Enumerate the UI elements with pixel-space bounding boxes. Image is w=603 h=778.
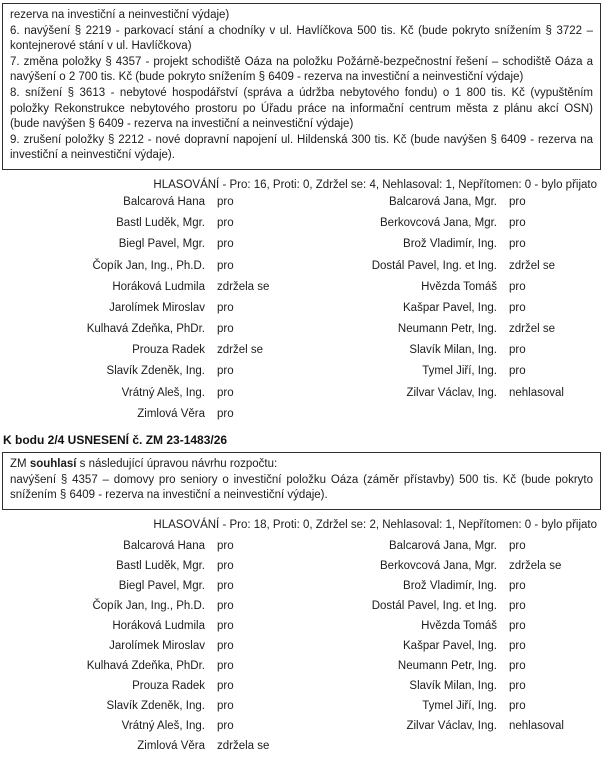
vote-value: pro [217, 539, 234, 552]
vote-table-2 [0, 540, 603, 760]
voter-name: Kašpar Pavel, Ing. [403, 639, 497, 652]
voter-name: Berkovcová Jana, Mgr. [380, 217, 497, 230]
voter-name: Zimlová Věra [137, 407, 205, 420]
resolution-box-1 [2, 3, 601, 170]
voter-name: Kašpar Pavel, Ing. [403, 301, 497, 314]
voter-name: Biegl Pavel, Mgr. [118, 238, 205, 251]
vote-value: pro [217, 386, 234, 399]
resolution-intro-verb: souhlasí [29, 458, 77, 470]
voter-name: Balcarová Hana [123, 195, 205, 208]
vote-value: pro [217, 719, 234, 732]
vote-value: pro [509, 659, 526, 672]
voter-name: Slavík Zdeněk, Ing. [106, 699, 205, 712]
vote-value: pro [509, 344, 526, 357]
voter-name: Zilvar Václav, Ing. [406, 386, 497, 399]
voter-name: Tymel Jiří, Ing. [422, 699, 497, 712]
resolution-paragraph: 8. snížení § 3613 - nebytové hospodářství (správa a údržba nebytového fondu) o 1 800 tis. Kč (vypuštěním položky Rekonstrukce nebytového prostoru po Úřadu práce na informační centrum města z plánu akcí OSN) (bude navýšen § 6409 - rezerva na investiční a neinvestiční výdaje) [10, 86, 593, 131]
voter-name: Dostál Pavel, Ing. et Ing. [371, 259, 497, 272]
vote-value: pro [217, 301, 234, 314]
vote-value: pro [217, 238, 234, 251]
resolution-paragraph: rezerva na investiční a neinvestiční výdaje) [10, 9, 230, 21]
voter-name: Bastl Luděk, Mgr. [116, 559, 205, 572]
vote-value: pro [509, 280, 526, 293]
vote-summary-1: HLASOVÁNÍ - Pro: 16, Proti: 0, Zdržel se: 4, Nehlasoval: 1, Nepřítomen: 0 - bylo přijato [153, 178, 597, 191]
voter-name: Jarolímek Miroslav [109, 639, 205, 652]
vote-value: pro [217, 619, 234, 632]
vote-value: pro [509, 579, 526, 592]
voter-name: Hvězda Tomáš [421, 280, 497, 293]
vote-value: pro [509, 619, 526, 632]
voter-name: Balcarová Jana, Mgr. [388, 195, 497, 208]
resolution-box-2 [2, 452, 601, 510]
vote-value: zdržel se [509, 323, 556, 336]
vote-value [497, 740, 603, 760]
voter-name [297, 740, 497, 760]
voter-name: Brož Vladimír, Ing. [403, 238, 497, 251]
vote-value: pro [217, 659, 234, 672]
voter-name: Horáková Ludmila [112, 280, 205, 293]
vote-value: zdržela se [217, 739, 270, 752]
vote-value: pro [509, 195, 526, 208]
voter-name: Zimlová Věra [137, 739, 205, 752]
resolution-paragraph: 9. zrušení položky § 2212 - nové dopravní napojení ul. Hildenská 300 tis. Kč (bude navýšen § 6409 - rezerva na investiční a neinvestiční výdaje). [10, 133, 593, 162]
vote-value: zdržela se [217, 280, 270, 293]
voter-name: Balcarová Jana, Mgr. [388, 539, 497, 552]
voter-name: Tymel Jiří, Ing. [422, 365, 497, 378]
resolution-intro-line [10, 457, 593, 473]
voter-name [297, 408, 497, 429]
voter-name: Slavík Milan, Ing. [409, 344, 497, 357]
vote-value: pro [509, 217, 526, 230]
vote-value: zdržel se [217, 344, 264, 357]
vote-value: zdržel se [509, 259, 556, 272]
voter-name: Prouza Radek [132, 679, 205, 692]
vote-value: nehlasoval [509, 719, 564, 732]
voter-name: Jarolímek Miroslav [109, 301, 205, 314]
voter-name: Brož Vladimír, Ing. [403, 579, 497, 592]
vote-value: pro [217, 599, 234, 612]
vote-value: pro [217, 323, 234, 336]
vote-value: pro [217, 699, 234, 712]
voter-name: Neumann Petr, Ing. [397, 323, 497, 336]
resolution-intro-prefix: ZM [10, 458, 30, 470]
section-heading-usneseni: K bodu 2/4 USNESENÍ č. ZM 23-1483/26 [3, 433, 228, 447]
vote-value: pro [217, 639, 234, 652]
vote-value: pro [217, 217, 234, 230]
vote-value: pro [217, 407, 234, 420]
vote-value: nehlasoval [509, 386, 564, 399]
voter-name: Prouza Radek [132, 344, 205, 357]
vote-value: pro [217, 579, 234, 592]
voter-name: Dostál Pavel, Ing. et Ing. [371, 599, 497, 612]
resolution-intro-suffix: s následující úpravou návrhu rozpočtu: [76, 458, 278, 470]
voter-name: Berkovcová Jana, Mgr. [380, 559, 497, 572]
resolution-paragraph: 6. navýšení § 2219 - parkovací stání a chodníky v ul. Havlíčkova 500 tis. Kč (bude pokryto snížením § 3722 – kontejnerové stání v ul. Havlíčkova) [10, 24, 593, 53]
vote-value: pro [509, 238, 526, 251]
voter-name: Kulhavá Zdeňka, PhDr. [86, 323, 205, 336]
voter-name: Slavík Milan, Ing. [409, 679, 497, 692]
vote-value: pro [217, 195, 234, 208]
voter-name: Balcarová Hana [123, 539, 205, 552]
vote-table-1 [0, 196, 603, 429]
vote-value: pro [509, 365, 526, 378]
vote-summary-2: HLASOVÁNÍ - Pro: 18, Proti: 0, Zdržel se: 2, Nehlasoval: 1, Nepřítomen: 0 - bylo přijato [153, 518, 597, 531]
voter-name: Zilvar Václav, Ing. [406, 719, 497, 732]
voter-name: Vrátný Aleš, Ing. [121, 719, 205, 732]
vote-value: pro [217, 259, 234, 272]
voter-name: Čopík Jan, Ing., Ph.D. [92, 599, 205, 612]
vote-value: pro [217, 365, 234, 378]
voter-name: Bastl Luděk, Mgr. [116, 217, 205, 230]
voter-name: Biegl Pavel, Mgr. [118, 579, 205, 592]
vote-value: pro [509, 639, 526, 652]
vote-value: pro [509, 699, 526, 712]
vote-value: pro [509, 301, 526, 314]
voter-name: Slavík Zdeněk, Ing. [106, 365, 205, 378]
resolution-paragraph: navýšení § 4357 – domovy pro seniory o investiční položku Oáza (záměr přístavby) 500 tis. Kč (bude pokryto snížením § 6409 - rezerva na investiční a neinvestiční výdaje). [10, 473, 593, 502]
voter-name: Horáková Ludmila [112, 619, 205, 632]
resolution-paragraph: 7. změna položky § 4357 - projekt schodiště Oáza na položku Požárně-bezpečnostní řešení – schodiště Oáza a navýšení o 2 700 tis. Kč (bude pokryto snížením § 6409 - rezerva na investiční a neinvestiční výdaje) [10, 55, 593, 84]
vote-value: zdržela se [509, 559, 562, 572]
voter-name: Čopík Jan, Ing., Ph.D. [92, 259, 205, 272]
voter-name: Neumann Petr, Ing. [397, 659, 497, 672]
voter-name: Kulhavá Zdeňka, PhDr. [86, 659, 205, 672]
vote-value: pro [509, 679, 526, 692]
vote-value: pro [217, 679, 234, 692]
vote-value: pro [509, 599, 526, 612]
voter-name: Hvězda Tomáš [421, 619, 497, 632]
vote-value: pro [509, 539, 526, 552]
voter-name: Vrátný Aleš, Ing. [121, 386, 205, 399]
vote-value: pro [217, 559, 234, 572]
vote-value [497, 408, 603, 429]
